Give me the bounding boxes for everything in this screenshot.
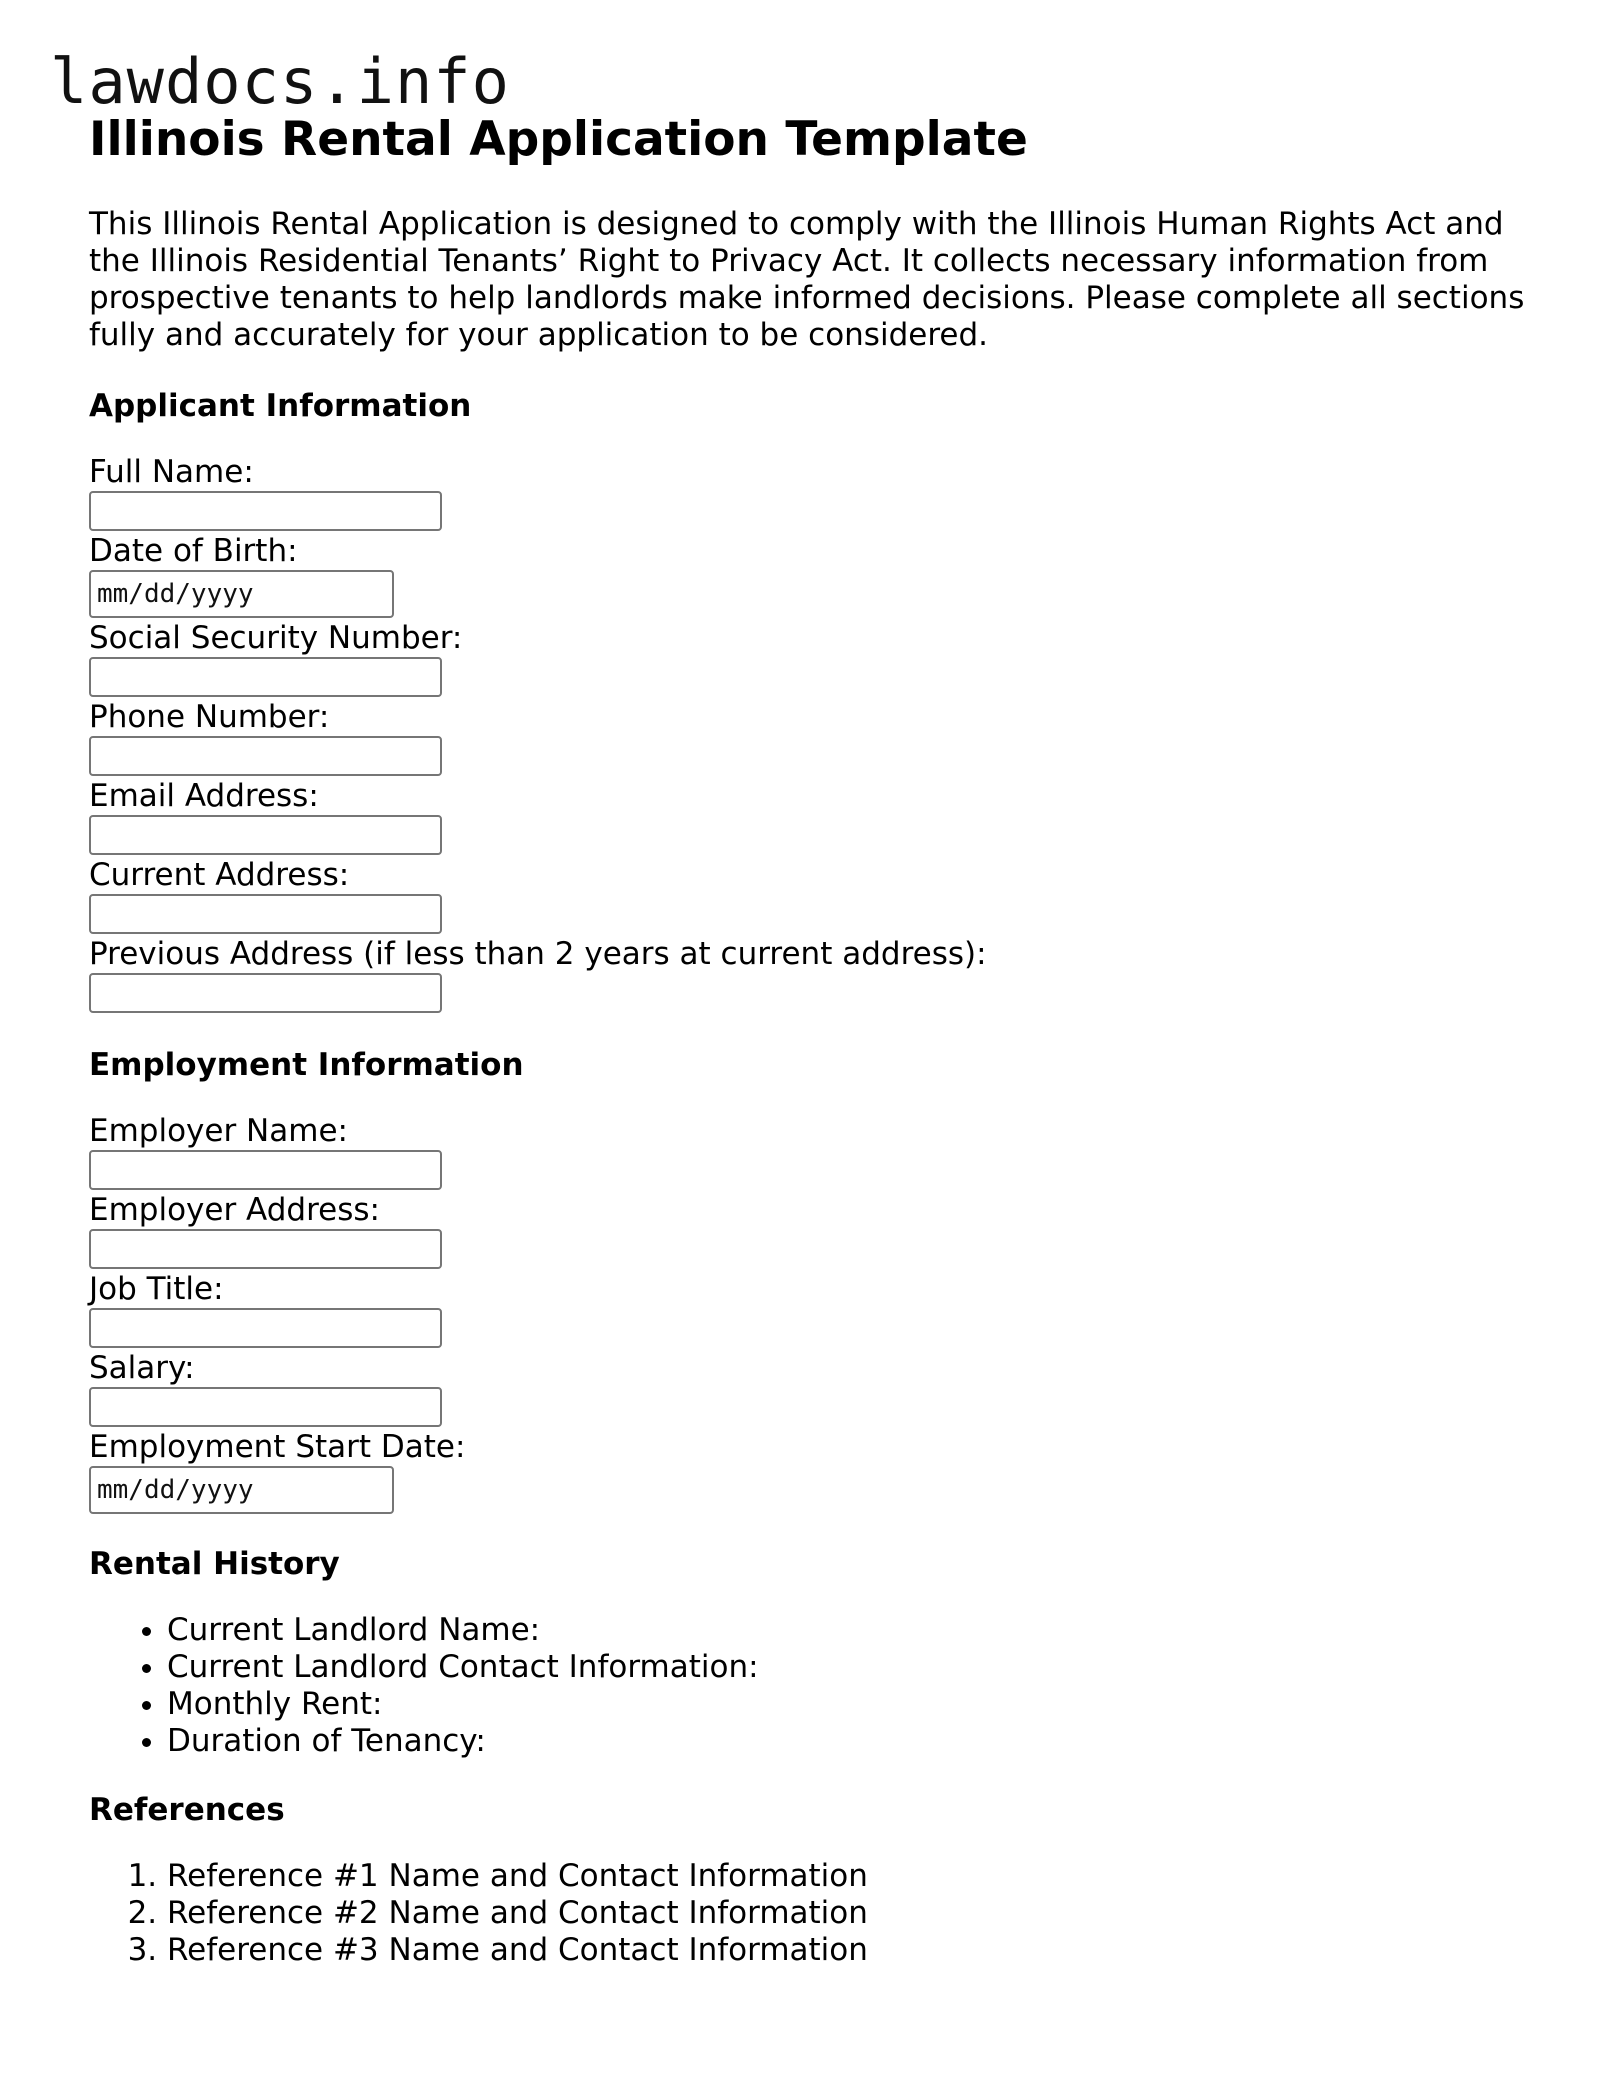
applicant-fields	[89, 454, 1529, 1013]
employer-name-label: Employer Name:	[89, 1113, 348, 1149]
list-item: • Duration of Tenancy:	[167, 1723, 1529, 1760]
employer-address-input[interactable]	[89, 1229, 442, 1269]
references-list	[89, 1858, 1529, 1969]
current-address-label: Current Address:	[89, 857, 350, 893]
document-body	[89, 108, 1529, 1969]
list-item: 2. Reference #2 Name and Contact Information	[167, 1895, 1529, 1932]
previous-address-input[interactable]	[89, 973, 442, 1013]
list-item: • Current Landlord Contact Information:	[167, 1649, 1529, 1686]
employment-start-date-placeholder: mm/dd/yyyy	[97, 1475, 254, 1505]
email-label: Email Address:	[89, 778, 319, 814]
current-address-input[interactable]	[89, 894, 442, 934]
ssn-input[interactable]	[89, 657, 442, 697]
intro-paragraph: This Illinois Rental Application is designed to comply with the Illinois Human Rights Act and the Illinois Residential Tenants’ Right to Privacy Act. It collects necessary information from prospective tenants to help landlords make informed decisions. Please complete all sections fully and accurately for your application to be considered.	[89, 206, 1525, 353]
employer-name-input[interactable]	[89, 1150, 442, 1190]
rental-history-list	[89, 1612, 1529, 1760]
employment-start-date-input[interactable]	[89, 1466, 394, 1514]
list-item: 1. Reference #1 Name and Contact Information	[167, 1858, 1529, 1895]
salary-label: Salary:	[89, 1350, 195, 1386]
rental-history-heading: Rental History	[89, 1546, 340, 1582]
references-heading: References	[89, 1792, 285, 1828]
phone-label: Phone Number:	[89, 699, 330, 735]
employment-fields	[89, 1113, 1529, 1514]
phone-input[interactable]	[89, 736, 442, 776]
watermark: lawdocs.info	[50, 45, 510, 118]
applicant-section-heading: Applicant Information	[89, 388, 472, 424]
employer-address-label: Employer Address:	[89, 1192, 380, 1228]
list-item: • Current Landlord Name:	[167, 1612, 1529, 1649]
employment-start-date-label: Employment Start Date:	[89, 1429, 466, 1465]
job-title-input[interactable]	[89, 1308, 442, 1348]
dob-input[interactable]	[89, 570, 394, 618]
salary-input[interactable]	[89, 1387, 442, 1427]
dob-placeholder: mm/dd/yyyy	[97, 579, 254, 609]
ssn-label: Social Security Number:	[89, 620, 463, 656]
page-title: Illinois Rental Application Template	[89, 112, 1028, 167]
list-item: • Monthly Rent:	[167, 1686, 1529, 1723]
employment-section-heading: Employment Information	[89, 1047, 524, 1083]
full-name-input[interactable]	[89, 491, 442, 531]
full-name-label: Full Name:	[89, 454, 254, 490]
dob-label: Date of Birth:	[89, 533, 298, 569]
email-input[interactable]	[89, 815, 442, 855]
list-item: 3. Reference #3 Name and Contact Information	[167, 1932, 1529, 1969]
previous-address-label: Previous Address (if less than 2 years at current address):	[89, 936, 987, 972]
job-title-label: Job Title:	[89, 1271, 224, 1307]
